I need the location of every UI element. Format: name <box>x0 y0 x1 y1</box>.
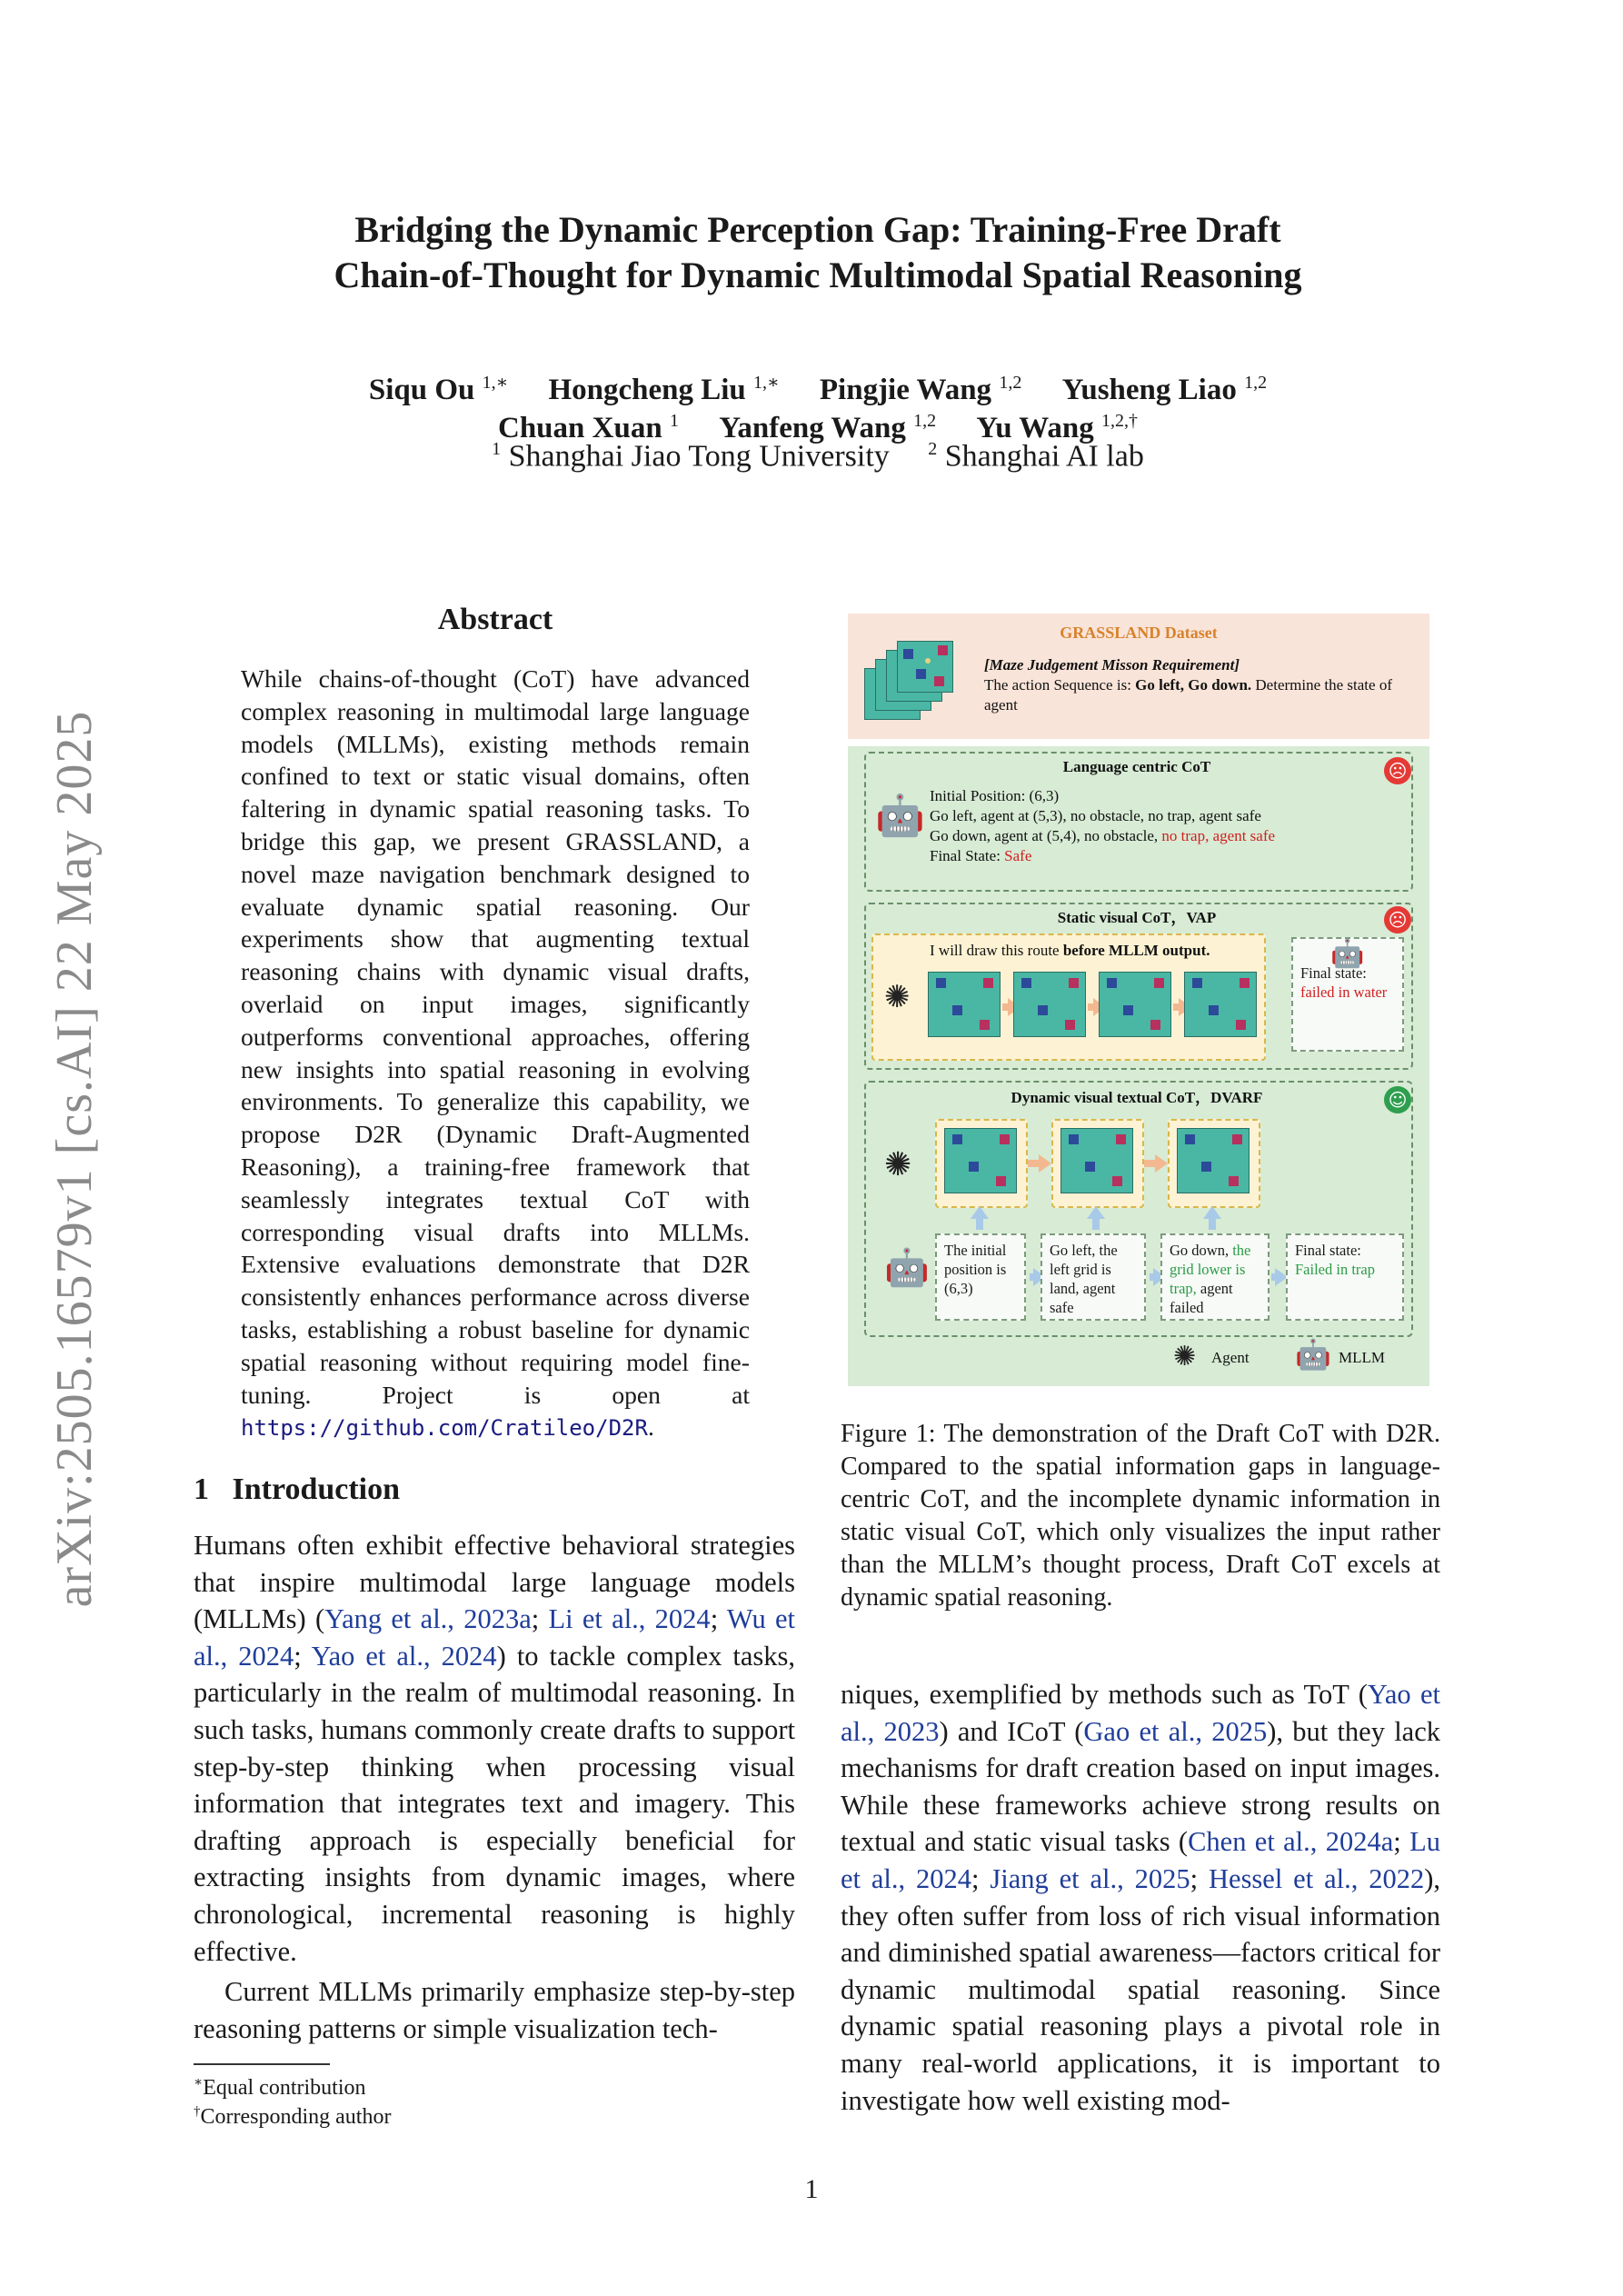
citation[interactable]: Yao et al., 2024 <box>311 1640 497 1672</box>
abstract-title: Abstract <box>437 603 553 636</box>
affiliations: $^1$ Shanghai Jiao Tong University $^2$ Shanghai AI lab <box>492 439 1144 474</box>
up-arrow-icon <box>1209 1217 1216 1230</box>
arrow-icon <box>1271 1273 1277 1281</box>
arxiv-identifier: arXiv:2505.16579v1 [cs.AI] 22 May 2025 <box>46 710 103 1608</box>
citation[interactable]: Li et al., 2024 <box>548 1603 711 1635</box>
robot-icon: 🤖 <box>884 1247 930 1289</box>
intro-paragraph-1: Humans often exhibit effective behavioral strategies that inspire multimodal large language models (MLLMs) (Yang et al., 2023a; Li et al., 2024; Wu et al., 2024; Yao et al., 2024) to tackle complex tasks, particularly in the realm of multimodal reasoning. In such tasks, humans commonly create drafts to support step-by-step thinking when processing visual information that integrates text and imagery. This drafting approach is especially beneficial for extracting insights from dynamic images, where chronological, incremental reasoning is highly effective. <box>194 1530 795 1967</box>
sad-face-icon: ☹ <box>1384 757 1411 784</box>
requirement-label: [Maze Judgement Misson Requirement] <box>984 656 1240 674</box>
footnote-corresponding: †Corresponding author <box>194 2104 392 2129</box>
author: Chuan Xuan $^1$ <box>498 411 679 444</box>
right-column-text: niques, exemplified by methods such as ToT (Yao et al., 2023) and ICoT (Gao et al., 2025), but they lack mechanisms for draft creation based on input images. While these frameworks achieve strong results on textual and static visual tasks (Chen et al., 2024a; Lu et al., 2024; Jiang et al., 2025; Hessel et al., 2022), they often suffer from loss of rich visual information and diminished spatial awareness—factors critical for dynamic multimodal spatial reasoning. Since dynamic spatial reasoning plays a pivotal role in many real-world applications, it is important to investigate how well existing mod- <box>841 1679 1440 2116</box>
footnote-rule <box>194 2063 330 2065</box>
title-line-1: Bridging the Dynamic Perception Gap: Training-Free Draft <box>354 209 1281 250</box>
static-cot-title: Static visual CoT，VAP <box>1057 909 1217 926</box>
arrow-icon <box>1144 1160 1157 1167</box>
citation[interactable]: Chen et al., 2024a <box>1188 1826 1394 1858</box>
arrow-icon <box>1173 1003 1180 1011</box>
maze-frame <box>1177 1128 1250 1193</box>
robot-icon: 🤖 <box>875 793 925 839</box>
author: Yu Wang $^{1,2,\dagger}$ <box>976 411 1138 444</box>
static-draw-note: I will draw this route before MLLM output. <box>930 942 1210 959</box>
lang-final: Final State: Safe <box>930 847 1032 864</box>
introduction-text <box>194 1527 795 2047</box>
maze-frame <box>1099 972 1171 1037</box>
agent-icon: ✺ <box>884 1146 912 1183</box>
lang-line: Initial Position: (6,3) <box>930 787 1060 804</box>
citation[interactable]: Wu et al., 2024 <box>194 1603 795 1672</box>
language-cot-title: Language centric CoT <box>1062 758 1211 775</box>
up-arrow-icon <box>976 1217 983 1230</box>
arrow-icon <box>1150 1273 1155 1281</box>
up-arrow-icon <box>1092 1217 1100 1230</box>
cot-comparison-panel <box>848 746 1429 1386</box>
action-sequence: The action Sequence is: Go left, Go down. Determine the state of agent <box>984 676 1392 714</box>
author: Hongcheng Liu $^{1,∗}$ <box>548 373 780 406</box>
step-box-2: Go left, the left grid is land, agent safe <box>1041 1233 1146 1321</box>
static-final-box: 🤖 Final state: failed in water <box>1291 937 1404 1052</box>
author: Pingjie Wang $^{1,2}$ <box>819 373 1022 406</box>
grassland-panel <box>848 614 1429 739</box>
dynamic-final-box: Final state: Failed in trap <box>1286 1233 1404 1321</box>
legend-agent: Agent <box>1211 1349 1250 1366</box>
section-heading: 1 Introduction <box>194 1472 401 1506</box>
arxiv-sidebar <box>47 677 102 1641</box>
citation[interactable]: Yao et al., 2023 <box>841 1679 1440 1747</box>
author: Siqu Ou $^{1,∗}$ <box>368 373 509 406</box>
citation[interactable]: Hessel et al., 2022 <box>1209 1862 1425 1894</box>
arrow-icon <box>1028 1160 1041 1167</box>
dataset-title: GRASSLAND Dataset <box>1060 624 1218 642</box>
paper-title <box>218 207 1418 298</box>
happy-face-icon: ☺ <box>1384 1086 1411 1113</box>
author: Yusheng Liao $^{1,2}$ <box>1061 373 1268 406</box>
intro-paragraph-2: Current MLLMs primarily emphasize step-by-step reasoning patterns or simple visualization tech- <box>194 1976 795 2044</box>
step-box-3: Go down, the grid lower is trap, agent failed <box>1160 1233 1270 1321</box>
footnote-equal: ∗Equal contribution <box>194 2075 366 2100</box>
arrow-icon <box>1088 1003 1095 1011</box>
maze-frame <box>944 1128 1017 1193</box>
maze-thumbnail <box>897 641 953 693</box>
lang-line: Go left, agent at (5,3), no obstacle, no trap, agent safe <box>930 807 1261 824</box>
arrow-icon <box>1002 1003 1010 1011</box>
step-box-1: The initial position is (6,3) <box>935 1233 1026 1321</box>
robot-icon: 🤖 <box>1295 1337 1331 1372</box>
citation[interactable]: Yang et al., 2023a <box>324 1603 532 1635</box>
maze-frame <box>1013 972 1086 1037</box>
robot-icon: 🤖 <box>1330 938 1365 970</box>
figure-1 <box>848 614 1429 1386</box>
page-number: 1 <box>804 2174 819 2204</box>
project-link[interactable]: https://github.com/Cratileo/D2R <box>241 1415 648 1442</box>
agent-icon: ✺ <box>1173 1341 1197 1373</box>
maze-frame <box>1060 1128 1133 1193</box>
lang-line: Go down, agent at (5,4), no obstacle, no trap, agent safe <box>930 827 1276 844</box>
sad-face-icon: ☹ <box>1384 906 1411 933</box>
title-line-2: Chain-of-Thought for Dynamic Multimodal Spatial Reasoning <box>334 255 1302 295</box>
maze-frame <box>1184 972 1257 1037</box>
dynamic-cot-title: Dynamic visual textual CoT，DVARF <box>1011 1089 1263 1106</box>
maze-frame <box>928 972 1001 1037</box>
citation[interactable]: Gao et al., 2025 <box>1083 1715 1268 1747</box>
abstract-body: While chains-of-thought (CoT) have advanced complex reasoning in multimodal large language models (MLLMs), existing methods remain confined to text or static visual domains, often faltering in dynamic spatial reasoning tasks. To bridge this gap, we present GRASSLAND, a novel maze navigation benchmark designed to evaluate dynamic spatial reasoning. Our experiments show that augmenting textual reasoning chains with dynamic visual drafts, overlaid on input images, significantly outperforms conventional approaches, offering new insights into spatial reasoning in evolving environments. To generalize this capability, we propose D2R (Dynamic Draft-Augmented Reasoning), a training-free framework that seamlessly integrates textual CoT with corresponding visual drafts into MLLMs. Extensive evaluations demonstrate that D2R consistently enhances performance across diverse tasks, establishing a robust baseline for dynamic spatial reasoning without requiring model fine-tuning. Project is open at https://github.com/Cratileo/D2R. <box>241 664 750 1442</box>
agent-icon: ✺ <box>884 979 911 1015</box>
arrow-icon <box>1030 1273 1035 1281</box>
figure-caption: Figure 1: The demonstration of the Draft CoT with D2R. Compared to the spatial information gaps in language-centric CoT, and the incomplete dynamic information in static visual CoT, which only visualizes the input rather than the MLLM’s thought process, Draft CoT excels at dynamic spatial reasoning. <box>841 1420 1440 1612</box>
author: Yanfeng Wang $^{1,2}$ <box>719 411 937 444</box>
citation[interactable]: Jiang et al., 2025 <box>990 1862 1190 1894</box>
legend-mllm: MLLM <box>1339 1349 1385 1366</box>
citation[interactable]: Lu et al., 2024 <box>841 1826 1440 1894</box>
